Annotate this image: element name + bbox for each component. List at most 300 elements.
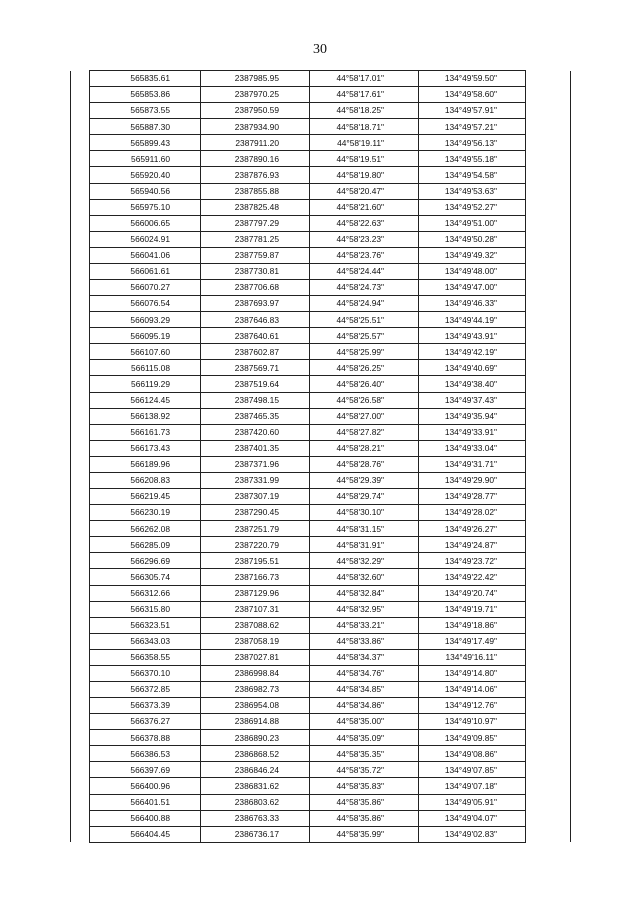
table-row bbox=[71, 521, 571, 537]
x-coordinate-cell: 566400.96 bbox=[90, 778, 201, 794]
empty-trailing-cell bbox=[526, 569, 571, 585]
longitude-cell: 134°49'07.85" bbox=[419, 762, 526, 778]
latitude-cell: 44°58'35.35" bbox=[310, 746, 419, 762]
longitude-cell: 134°49'14.80" bbox=[419, 665, 526, 681]
row-margin-cell bbox=[71, 633, 90, 649]
x-coordinate-cell: 565975.10 bbox=[90, 199, 201, 215]
longitude-cell: 134°49'35.94" bbox=[419, 408, 526, 424]
latitude-cell: 44°58'18.25" bbox=[310, 103, 419, 119]
row-margin-cell bbox=[71, 698, 90, 714]
row-margin-cell bbox=[71, 328, 90, 344]
row-margin-cell bbox=[71, 263, 90, 279]
y-coordinate-cell: 2387569.71 bbox=[201, 360, 310, 376]
x-coordinate-cell: 566315.80 bbox=[90, 601, 201, 617]
y-coordinate-cell: 2387640.61 bbox=[201, 328, 310, 344]
empty-trailing-cell bbox=[526, 151, 571, 167]
y-coordinate-cell: 2386846.24 bbox=[201, 762, 310, 778]
longitude-cell: 134°49'52.27" bbox=[419, 199, 526, 215]
table-row bbox=[71, 537, 571, 553]
longitude-cell: 134°49'12.76" bbox=[419, 698, 526, 714]
y-coordinate-cell: 2387890.16 bbox=[201, 151, 310, 167]
table-row bbox=[71, 472, 571, 488]
row-margin-cell bbox=[71, 665, 90, 681]
empty-trailing-cell bbox=[526, 698, 571, 714]
latitude-cell: 44°58'26.58" bbox=[310, 392, 419, 408]
x-coordinate-cell: 565899.43 bbox=[90, 135, 201, 151]
table-row bbox=[71, 296, 571, 312]
x-coordinate-cell: 566296.69 bbox=[90, 553, 201, 569]
table-row bbox=[71, 714, 571, 730]
y-coordinate-cell: 2387420.60 bbox=[201, 424, 310, 440]
coordinate-table-body bbox=[71, 71, 571, 843]
longitude-cell: 134°49'19.71" bbox=[419, 601, 526, 617]
longitude-cell: 134°49'09.85" bbox=[419, 730, 526, 746]
latitude-cell: 44°58'29.39" bbox=[310, 472, 419, 488]
longitude-cell: 134°49'07.18" bbox=[419, 778, 526, 794]
table-row bbox=[71, 183, 571, 199]
table-row bbox=[71, 617, 571, 633]
longitude-cell: 134°49'59.50" bbox=[419, 71, 526, 87]
table-row bbox=[71, 312, 571, 328]
x-coordinate-cell: 566386.53 bbox=[90, 746, 201, 762]
y-coordinate-cell: 2386803.62 bbox=[201, 794, 310, 810]
empty-trailing-cell bbox=[526, 794, 571, 810]
row-margin-cell bbox=[71, 71, 90, 87]
latitude-cell: 44°58'17.01" bbox=[310, 71, 419, 87]
y-coordinate-cell: 2387220.79 bbox=[201, 537, 310, 553]
row-margin-cell bbox=[71, 87, 90, 103]
latitude-cell: 44°58'18.71" bbox=[310, 119, 419, 135]
y-coordinate-cell: 2387195.51 bbox=[201, 553, 310, 569]
x-coordinate-cell: 566378.88 bbox=[90, 730, 201, 746]
longitude-cell: 134°49'56.13" bbox=[419, 135, 526, 151]
latitude-cell: 44°58'32.95" bbox=[310, 601, 419, 617]
row-margin-cell bbox=[71, 296, 90, 312]
longitude-cell: 134°49'57.21" bbox=[419, 119, 526, 135]
empty-trailing-cell bbox=[526, 360, 571, 376]
row-margin-cell bbox=[71, 344, 90, 360]
latitude-cell: 44°58'33.86" bbox=[310, 633, 419, 649]
x-coordinate-cell: 566397.69 bbox=[90, 762, 201, 778]
empty-trailing-cell bbox=[526, 521, 571, 537]
y-coordinate-cell: 2387693.97 bbox=[201, 296, 310, 312]
table-row bbox=[71, 665, 571, 681]
row-margin-cell bbox=[71, 537, 90, 553]
empty-trailing-cell bbox=[526, 199, 571, 215]
empty-trailing-cell bbox=[526, 167, 571, 183]
empty-trailing-cell bbox=[526, 263, 571, 279]
empty-trailing-cell bbox=[526, 585, 571, 601]
empty-trailing-cell bbox=[526, 440, 571, 456]
row-margin-cell bbox=[71, 746, 90, 762]
y-coordinate-cell: 2386868.52 bbox=[201, 746, 310, 762]
table-row bbox=[71, 633, 571, 649]
y-coordinate-cell: 2387129.96 bbox=[201, 585, 310, 601]
x-coordinate-cell: 566070.27 bbox=[90, 280, 201, 296]
x-coordinate-cell: 566401.51 bbox=[90, 794, 201, 810]
y-coordinate-cell: 2386914.88 bbox=[201, 714, 310, 730]
longitude-cell: 134°49'17.49" bbox=[419, 633, 526, 649]
row-margin-cell bbox=[71, 376, 90, 392]
latitude-cell: 44°58'23.23" bbox=[310, 231, 419, 247]
x-coordinate-cell: 565873.55 bbox=[90, 103, 201, 119]
table-row bbox=[71, 263, 571, 279]
table-row bbox=[71, 810, 571, 826]
x-coordinate-cell: 565940.56 bbox=[90, 183, 201, 199]
row-margin-cell bbox=[71, 135, 90, 151]
longitude-cell: 134°49'46.33" bbox=[419, 296, 526, 312]
longitude-cell: 134°49'48.00" bbox=[419, 263, 526, 279]
y-coordinate-cell: 2387985.95 bbox=[201, 71, 310, 87]
table-row bbox=[71, 392, 571, 408]
row-margin-cell bbox=[71, 730, 90, 746]
y-coordinate-cell: 2387706.68 bbox=[201, 280, 310, 296]
longitude-cell: 134°49'37.43" bbox=[419, 392, 526, 408]
latitude-cell: 44°58'35.00" bbox=[310, 714, 419, 730]
x-coordinate-cell: 566262.08 bbox=[90, 521, 201, 537]
row-margin-cell bbox=[71, 762, 90, 778]
empty-trailing-cell bbox=[526, 183, 571, 199]
empty-trailing-cell bbox=[526, 456, 571, 472]
y-coordinate-cell: 2387970.25 bbox=[201, 87, 310, 103]
row-margin-cell bbox=[71, 151, 90, 167]
y-coordinate-cell: 2386831.62 bbox=[201, 778, 310, 794]
latitude-cell: 44°58'32.29" bbox=[310, 553, 419, 569]
x-coordinate-cell: 566343.03 bbox=[90, 633, 201, 649]
table-row bbox=[71, 231, 571, 247]
longitude-cell: 134°49'38.40" bbox=[419, 376, 526, 392]
row-margin-cell bbox=[71, 585, 90, 601]
x-coordinate-cell: 566285.09 bbox=[90, 537, 201, 553]
y-coordinate-cell: 2387251.79 bbox=[201, 521, 310, 537]
y-coordinate-cell: 2387027.81 bbox=[201, 649, 310, 665]
latitude-cell: 44°58'28.76" bbox=[310, 456, 419, 472]
table-row bbox=[71, 746, 571, 762]
table-row bbox=[71, 360, 571, 376]
table-row bbox=[71, 649, 571, 665]
longitude-cell: 134°49'57.91" bbox=[419, 103, 526, 119]
row-margin-cell bbox=[71, 489, 90, 505]
table-row bbox=[71, 553, 571, 569]
latitude-cell: 44°58'19.51" bbox=[310, 151, 419, 167]
y-coordinate-cell: 2387797.29 bbox=[201, 215, 310, 231]
x-coordinate-cell: 566323.51 bbox=[90, 617, 201, 633]
table-row bbox=[71, 151, 571, 167]
row-margin-cell bbox=[71, 167, 90, 183]
y-coordinate-cell: 2387519.64 bbox=[201, 376, 310, 392]
empty-trailing-cell bbox=[526, 746, 571, 762]
latitude-cell: 44°58'30.10" bbox=[310, 505, 419, 521]
latitude-cell: 44°58'34.86" bbox=[310, 698, 419, 714]
table-row bbox=[71, 424, 571, 440]
empty-trailing-cell bbox=[526, 665, 571, 681]
row-margin-cell bbox=[71, 649, 90, 665]
empty-trailing-cell bbox=[526, 810, 571, 826]
longitude-cell: 134°49'24.87" bbox=[419, 537, 526, 553]
longitude-cell: 134°49'50.28" bbox=[419, 231, 526, 247]
x-coordinate-cell: 566173.43 bbox=[90, 440, 201, 456]
longitude-cell: 134°49'53.63" bbox=[419, 183, 526, 199]
latitude-cell: 44°58'31.91" bbox=[310, 537, 419, 553]
longitude-cell: 134°49'33.04" bbox=[419, 440, 526, 456]
empty-trailing-cell bbox=[526, 424, 571, 440]
empty-trailing-cell bbox=[526, 553, 571, 569]
longitude-cell: 134°49'58.60" bbox=[419, 87, 526, 103]
y-coordinate-cell: 2386763.33 bbox=[201, 810, 310, 826]
longitude-cell: 134°49'22.42" bbox=[419, 569, 526, 585]
latitude-cell: 44°58'35.72" bbox=[310, 762, 419, 778]
latitude-cell: 44°58'35.09" bbox=[310, 730, 419, 746]
empty-trailing-cell bbox=[526, 312, 571, 328]
longitude-cell: 134°49'10.97" bbox=[419, 714, 526, 730]
table-row bbox=[71, 730, 571, 746]
longitude-cell: 134°49'29.90" bbox=[419, 472, 526, 488]
empty-trailing-cell bbox=[526, 537, 571, 553]
longitude-cell: 134°49'04.07" bbox=[419, 810, 526, 826]
longitude-cell: 134°49'28.77" bbox=[419, 489, 526, 505]
empty-trailing-cell bbox=[526, 87, 571, 103]
longitude-cell: 134°49'31.71" bbox=[419, 456, 526, 472]
table-row bbox=[71, 794, 571, 810]
longitude-cell: 134°49'26.27" bbox=[419, 521, 526, 537]
row-margin-cell bbox=[71, 617, 90, 633]
row-margin-cell bbox=[71, 714, 90, 730]
table-row bbox=[71, 408, 571, 424]
x-coordinate-cell: 566208.83 bbox=[90, 472, 201, 488]
table-row bbox=[71, 456, 571, 472]
latitude-cell: 44°58'25.51" bbox=[310, 312, 419, 328]
empty-trailing-cell bbox=[526, 103, 571, 119]
latitude-cell: 44°58'26.25" bbox=[310, 360, 419, 376]
empty-trailing-cell bbox=[526, 376, 571, 392]
row-margin-cell bbox=[71, 505, 90, 521]
empty-trailing-cell bbox=[526, 762, 571, 778]
empty-trailing-cell bbox=[526, 215, 571, 231]
table-row bbox=[71, 569, 571, 585]
y-coordinate-cell: 2387781.25 bbox=[201, 231, 310, 247]
x-coordinate-cell: 566373.39 bbox=[90, 698, 201, 714]
x-coordinate-cell: 566115.08 bbox=[90, 360, 201, 376]
row-margin-cell bbox=[71, 392, 90, 408]
longitude-cell: 134°49'08.86" bbox=[419, 746, 526, 762]
x-coordinate-cell: 566400.88 bbox=[90, 810, 201, 826]
longitude-cell: 134°49'44.19" bbox=[419, 312, 526, 328]
table-row bbox=[71, 489, 571, 505]
y-coordinate-cell: 2387855.88 bbox=[201, 183, 310, 199]
row-margin-cell bbox=[71, 569, 90, 585]
longitude-cell: 134°49'42.19" bbox=[419, 344, 526, 360]
empty-trailing-cell bbox=[526, 119, 571, 135]
longitude-cell: 134°49'43.91" bbox=[419, 328, 526, 344]
x-coordinate-cell: 566404.45 bbox=[90, 826, 201, 842]
latitude-cell: 44°58'35.86" bbox=[310, 794, 419, 810]
y-coordinate-cell: 2387602.87 bbox=[201, 344, 310, 360]
y-coordinate-cell: 2387759.87 bbox=[201, 247, 310, 263]
empty-trailing-cell bbox=[526, 826, 571, 842]
table-row bbox=[71, 505, 571, 521]
latitude-cell: 44°58'34.85" bbox=[310, 681, 419, 697]
y-coordinate-cell: 2386954.08 bbox=[201, 698, 310, 714]
longitude-cell: 134°49'16.11" bbox=[419, 649, 526, 665]
latitude-cell: 44°58'25.99" bbox=[310, 344, 419, 360]
x-coordinate-cell: 566061.61 bbox=[90, 263, 201, 279]
latitude-cell: 44°58'26.40" bbox=[310, 376, 419, 392]
empty-trailing-cell bbox=[526, 730, 571, 746]
latitude-cell: 44°58'32.84" bbox=[310, 585, 419, 601]
longitude-cell: 134°49'28.02" bbox=[419, 505, 526, 521]
y-coordinate-cell: 2387646.83 bbox=[201, 312, 310, 328]
latitude-cell: 44°58'34.76" bbox=[310, 665, 419, 681]
row-margin-cell bbox=[71, 215, 90, 231]
table-row bbox=[71, 440, 571, 456]
latitude-cell: 44°58'31.15" bbox=[310, 521, 419, 537]
empty-trailing-cell bbox=[526, 489, 571, 505]
empty-trailing-cell bbox=[526, 633, 571, 649]
y-coordinate-cell: 2387465.35 bbox=[201, 408, 310, 424]
latitude-cell: 44°58'17.61" bbox=[310, 87, 419, 103]
table-row bbox=[71, 762, 571, 778]
x-coordinate-cell: 566093.29 bbox=[90, 312, 201, 328]
row-margin-cell bbox=[71, 119, 90, 135]
empty-trailing-cell bbox=[526, 601, 571, 617]
row-margin-cell bbox=[71, 456, 90, 472]
y-coordinate-cell: 2387290.45 bbox=[201, 505, 310, 521]
latitude-cell: 44°58'32.60" bbox=[310, 569, 419, 585]
row-margin-cell bbox=[71, 810, 90, 826]
table-row bbox=[71, 199, 571, 215]
table-row bbox=[71, 247, 571, 263]
x-coordinate-cell: 566041.06 bbox=[90, 247, 201, 263]
empty-trailing-cell bbox=[526, 280, 571, 296]
longitude-cell: 134°49'02.83" bbox=[419, 826, 526, 842]
empty-trailing-cell bbox=[526, 617, 571, 633]
x-coordinate-cell: 566376.27 bbox=[90, 714, 201, 730]
longitude-cell: 134°49'14.06" bbox=[419, 681, 526, 697]
y-coordinate-cell: 2386736.17 bbox=[201, 826, 310, 842]
x-coordinate-cell: 565887.30 bbox=[90, 119, 201, 135]
empty-trailing-cell bbox=[526, 135, 571, 151]
latitude-cell: 44°58'20.47" bbox=[310, 183, 419, 199]
x-coordinate-cell: 566095.19 bbox=[90, 328, 201, 344]
x-coordinate-cell: 566312.66 bbox=[90, 585, 201, 601]
y-coordinate-cell: 2386982.73 bbox=[201, 681, 310, 697]
longitude-cell: 134°49'20.74" bbox=[419, 585, 526, 601]
table-row bbox=[71, 698, 571, 714]
latitude-cell: 44°58'22.63" bbox=[310, 215, 419, 231]
x-coordinate-cell: 565835.61 bbox=[90, 71, 201, 87]
latitude-cell: 44°58'34.37" bbox=[310, 649, 419, 665]
latitude-cell: 44°58'24.94" bbox=[310, 296, 419, 312]
y-coordinate-cell: 2387166.73 bbox=[201, 569, 310, 585]
x-coordinate-cell: 566189.96 bbox=[90, 456, 201, 472]
latitude-cell: 44°58'33.21" bbox=[310, 617, 419, 633]
latitude-cell: 44°58'21.60" bbox=[310, 199, 419, 215]
row-margin-cell bbox=[71, 553, 90, 569]
longitude-cell: 134°49'33.91" bbox=[419, 424, 526, 440]
empty-trailing-cell bbox=[526, 505, 571, 521]
latitude-cell: 44°58'27.82" bbox=[310, 424, 419, 440]
row-margin-cell bbox=[71, 440, 90, 456]
x-coordinate-cell: 566370.10 bbox=[90, 665, 201, 681]
row-margin-cell bbox=[71, 183, 90, 199]
y-coordinate-cell: 2387107.31 bbox=[201, 601, 310, 617]
longitude-cell: 134°49'47.00" bbox=[419, 280, 526, 296]
latitude-cell: 44°58'35.83" bbox=[310, 778, 419, 794]
row-margin-cell bbox=[71, 601, 90, 617]
table-row bbox=[71, 135, 571, 151]
empty-trailing-cell bbox=[526, 296, 571, 312]
empty-trailing-cell bbox=[526, 472, 571, 488]
x-coordinate-cell: 566024.91 bbox=[90, 231, 201, 247]
latitude-cell: 44°58'19.80" bbox=[310, 167, 419, 183]
y-coordinate-cell: 2386998.84 bbox=[201, 665, 310, 681]
latitude-cell: 44°58'27.00" bbox=[310, 408, 419, 424]
row-margin-cell bbox=[71, 794, 90, 810]
latitude-cell: 44°58'35.86" bbox=[310, 810, 419, 826]
row-margin-cell bbox=[71, 312, 90, 328]
empty-trailing-cell bbox=[526, 328, 571, 344]
table-row bbox=[71, 71, 571, 87]
latitude-cell: 44°58'35.99" bbox=[310, 826, 419, 842]
row-margin-cell bbox=[71, 521, 90, 537]
x-coordinate-cell: 566119.29 bbox=[90, 376, 201, 392]
table-row bbox=[71, 167, 571, 183]
x-coordinate-cell: 566124.45 bbox=[90, 392, 201, 408]
longitude-cell: 134°49'54.58" bbox=[419, 167, 526, 183]
y-coordinate-cell: 2387307.19 bbox=[201, 489, 310, 505]
row-margin-cell bbox=[71, 408, 90, 424]
empty-trailing-cell bbox=[526, 778, 571, 794]
empty-trailing-cell bbox=[526, 649, 571, 665]
row-margin-cell bbox=[71, 360, 90, 376]
latitude-cell: 44°58'28.21" bbox=[310, 440, 419, 456]
latitude-cell: 44°58'29.74" bbox=[310, 489, 419, 505]
y-coordinate-cell: 2387825.48 bbox=[201, 199, 310, 215]
empty-trailing-cell bbox=[526, 392, 571, 408]
table-row bbox=[71, 280, 571, 296]
table-row bbox=[71, 778, 571, 794]
longitude-cell: 134°49'05.91" bbox=[419, 794, 526, 810]
row-margin-cell bbox=[71, 231, 90, 247]
longitude-cell: 134°49'23.72" bbox=[419, 553, 526, 569]
y-coordinate-cell: 2387371.96 bbox=[201, 456, 310, 472]
x-coordinate-cell: 566372.85 bbox=[90, 681, 201, 697]
x-coordinate-cell: 566076.54 bbox=[90, 296, 201, 312]
row-margin-cell bbox=[71, 199, 90, 215]
table-row bbox=[71, 119, 571, 135]
x-coordinate-cell: 566107.60 bbox=[90, 344, 201, 360]
empty-trailing-cell bbox=[526, 231, 571, 247]
coordinate-table bbox=[70, 70, 571, 843]
page-number: 30 bbox=[313, 42, 327, 57]
empty-trailing-cell bbox=[526, 344, 571, 360]
longitude-cell: 134°49'49.32" bbox=[419, 247, 526, 263]
y-coordinate-cell: 2387950.59 bbox=[201, 103, 310, 119]
empty-trailing-cell bbox=[526, 247, 571, 263]
y-coordinate-cell: 2387876.93 bbox=[201, 167, 310, 183]
y-coordinate-cell: 2387730.81 bbox=[201, 263, 310, 279]
latitude-cell: 44°58'24.73" bbox=[310, 280, 419, 296]
table-row bbox=[71, 601, 571, 617]
y-coordinate-cell: 2387331.99 bbox=[201, 472, 310, 488]
x-coordinate-cell: 565853.86 bbox=[90, 87, 201, 103]
table-row bbox=[71, 826, 571, 842]
longitude-cell: 134°49'18.86" bbox=[419, 617, 526, 633]
y-coordinate-cell: 2387088.62 bbox=[201, 617, 310, 633]
latitude-cell: 44°58'23.76" bbox=[310, 247, 419, 263]
empty-trailing-cell bbox=[526, 71, 571, 87]
row-margin-cell bbox=[71, 103, 90, 119]
